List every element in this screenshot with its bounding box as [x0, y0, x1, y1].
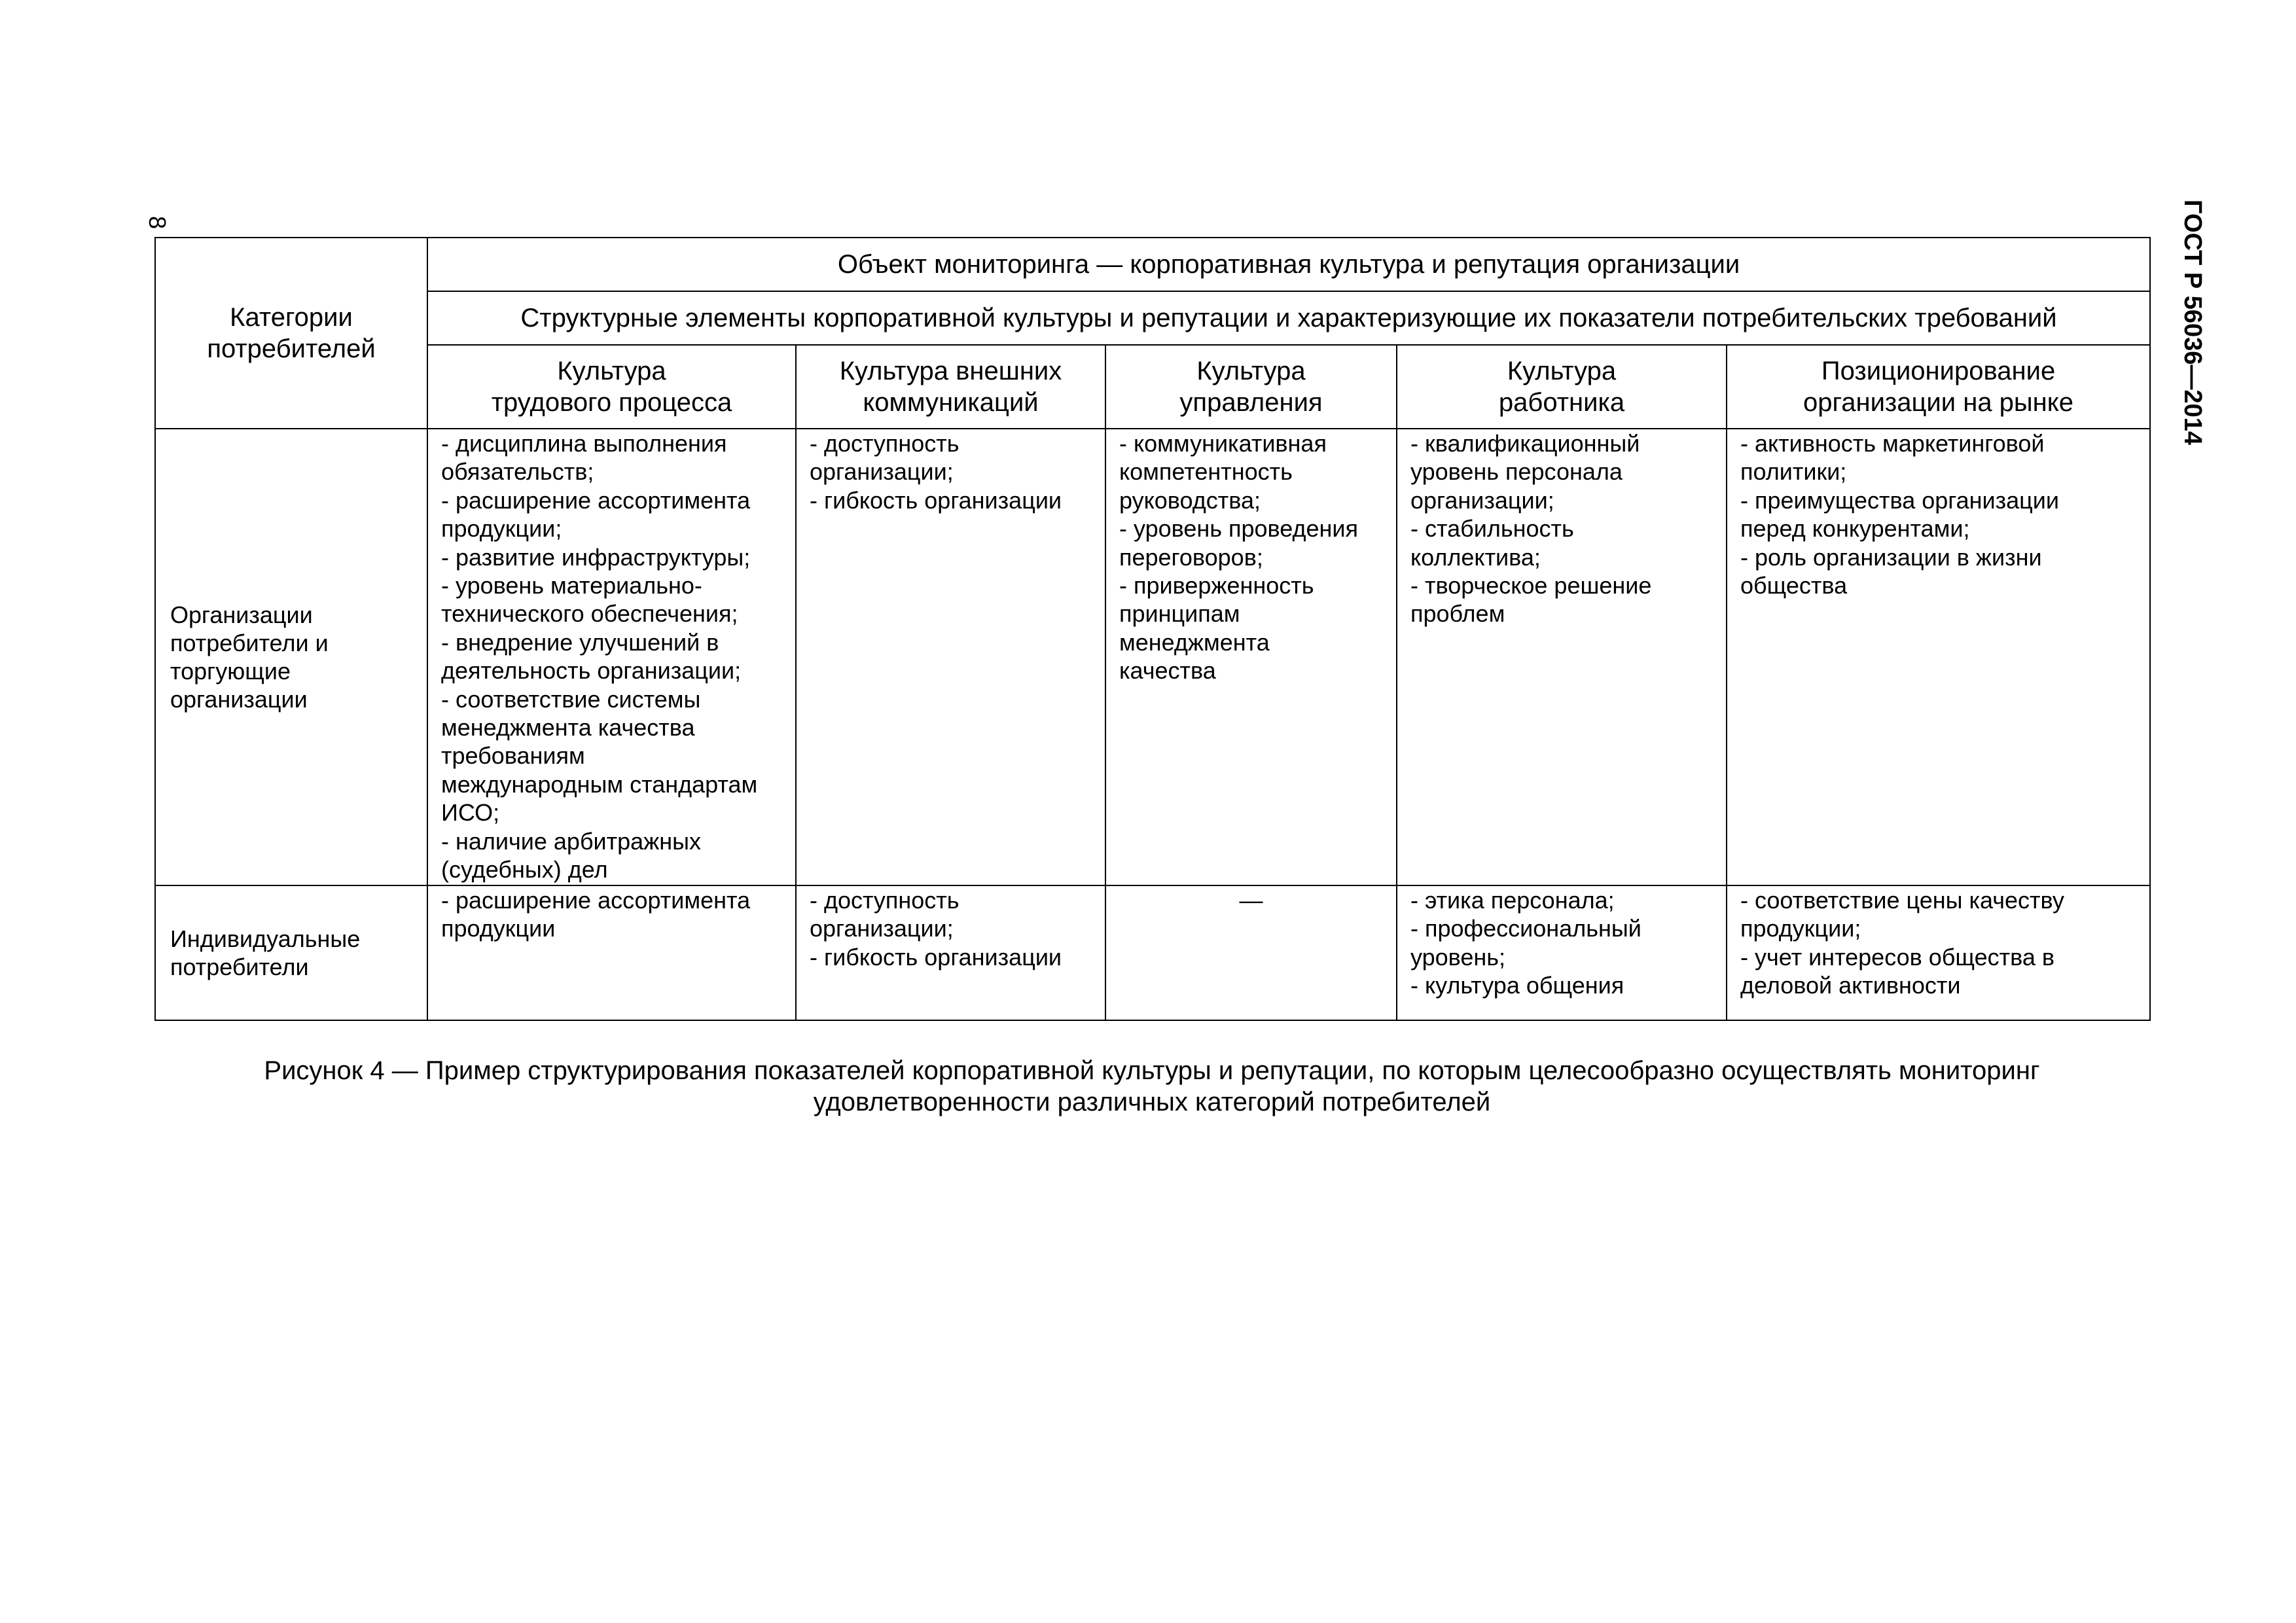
header-column-labor-culture: Культура трудового процесса [427, 345, 796, 429]
list-item: - учет интересов общества в деловой активности [1740, 943, 2054, 999]
cell-labor-culture [427, 885, 796, 1020]
header-categories: Категории потребителей [155, 238, 427, 429]
list-item: - доступность организации; [810, 430, 960, 486]
list-item: - доступность организации; [810, 887, 960, 942]
list-item: - уровень проведения переговоров; [1119, 515, 1359, 571]
list-item: - дисциплина выполнения обязательств; [441, 430, 727, 486]
list-item: - соответствие системы менеджмента качества требованиям международным стандартам ИСО; [441, 685, 758, 827]
cell-employee-culture [1397, 885, 1727, 1020]
category-individuals: Индивидуальные потребители [155, 885, 427, 1020]
list-item: - развитие инфраструктуры; [441, 543, 751, 571]
list-item: - уровень материально- технического обеспечения; [441, 572, 738, 628]
header-row-object [155, 238, 2150, 291]
list-item: - гибкость организации [810, 943, 1062, 971]
cell-external-communications [796, 429, 1105, 885]
table-row-individuals [155, 885, 2150, 1020]
cell-external-communications [796, 885, 1105, 1020]
cell-employee-culture [1397, 429, 1727, 885]
list-item: - преимущества организации перед конкурентами; [1740, 486, 2060, 543]
list-item: - гибкость организации [810, 486, 1062, 514]
list-item: - приверженность принципам менеджмента качества [1119, 572, 1314, 685]
list-item: - расширение ассортимента продукции [441, 887, 751, 942]
header-column-market-positioning: Позиционирование организации на рынке [1727, 345, 2150, 429]
list-item: - стабильность коллектива; [1410, 515, 1574, 571]
page-number: 8 [144, 215, 171, 230]
list-item: - творческое решение проблем [1410, 572, 1652, 628]
list-item: - квалификационный уровень персонала организации; [1410, 430, 1640, 514]
header-row-elements [155, 291, 2150, 345]
list-item: - роль организации в жизни общества [1740, 543, 2042, 599]
list-item: - культура общения [1410, 972, 1624, 999]
header-row-columns [155, 345, 2150, 429]
monitoring-table [154, 237, 2151, 1021]
list-item: - наличие арбитражных (судебных) дел [441, 827, 702, 883]
list-item: - профессиональный уровень; [1410, 915, 1641, 971]
cell-management-culture [1105, 429, 1397, 885]
figure-caption: Рисунок 4 — Пример структурирования показателей корпоративной культуры и репутации, по которым целесообразно осуществлять мониторинг удовлетворенности различных категорий потребителей [264, 1056, 2040, 1116]
list-item: - этика персонала; [1410, 887, 1615, 914]
list-item: - активность маркетинговой политики; [1740, 430, 2045, 486]
header-column-management-culture: Культура управления [1105, 345, 1397, 429]
list-item: - коммуникативная компетентность руководства; [1119, 430, 1327, 514]
cell-market-positioning [1727, 429, 2150, 885]
header-column-employee-culture: Культура работника [1397, 345, 1727, 429]
header-elements: Структурные элементы корпоративной культуры и репутации и характеризующие их показатели потребительских требований [427, 291, 2150, 345]
list-item: - соответствие цены качеству продукции; [1740, 887, 2064, 942]
list-item: - расширение ассортимента продукции; [441, 486, 751, 543]
table-row-organizations [155, 429, 2150, 885]
document-code: ГОСТ Р 56036—2014 [2179, 200, 2206, 445]
cell-management-culture-empty: — [1105, 885, 1397, 1020]
cell-market-positioning [1727, 885, 2150, 1020]
header-column-external-communications: Культура внешних коммуникаций [796, 345, 1105, 429]
cell-labor-culture [427, 429, 796, 885]
header-object: Объект мониторинга — корпоративная культура и репутация организации [427, 238, 2150, 291]
category-organizations: Организации потребители и торгующие организации [155, 429, 427, 885]
list-item: - внедрение улучшений в деятельность организации; [441, 628, 742, 685]
